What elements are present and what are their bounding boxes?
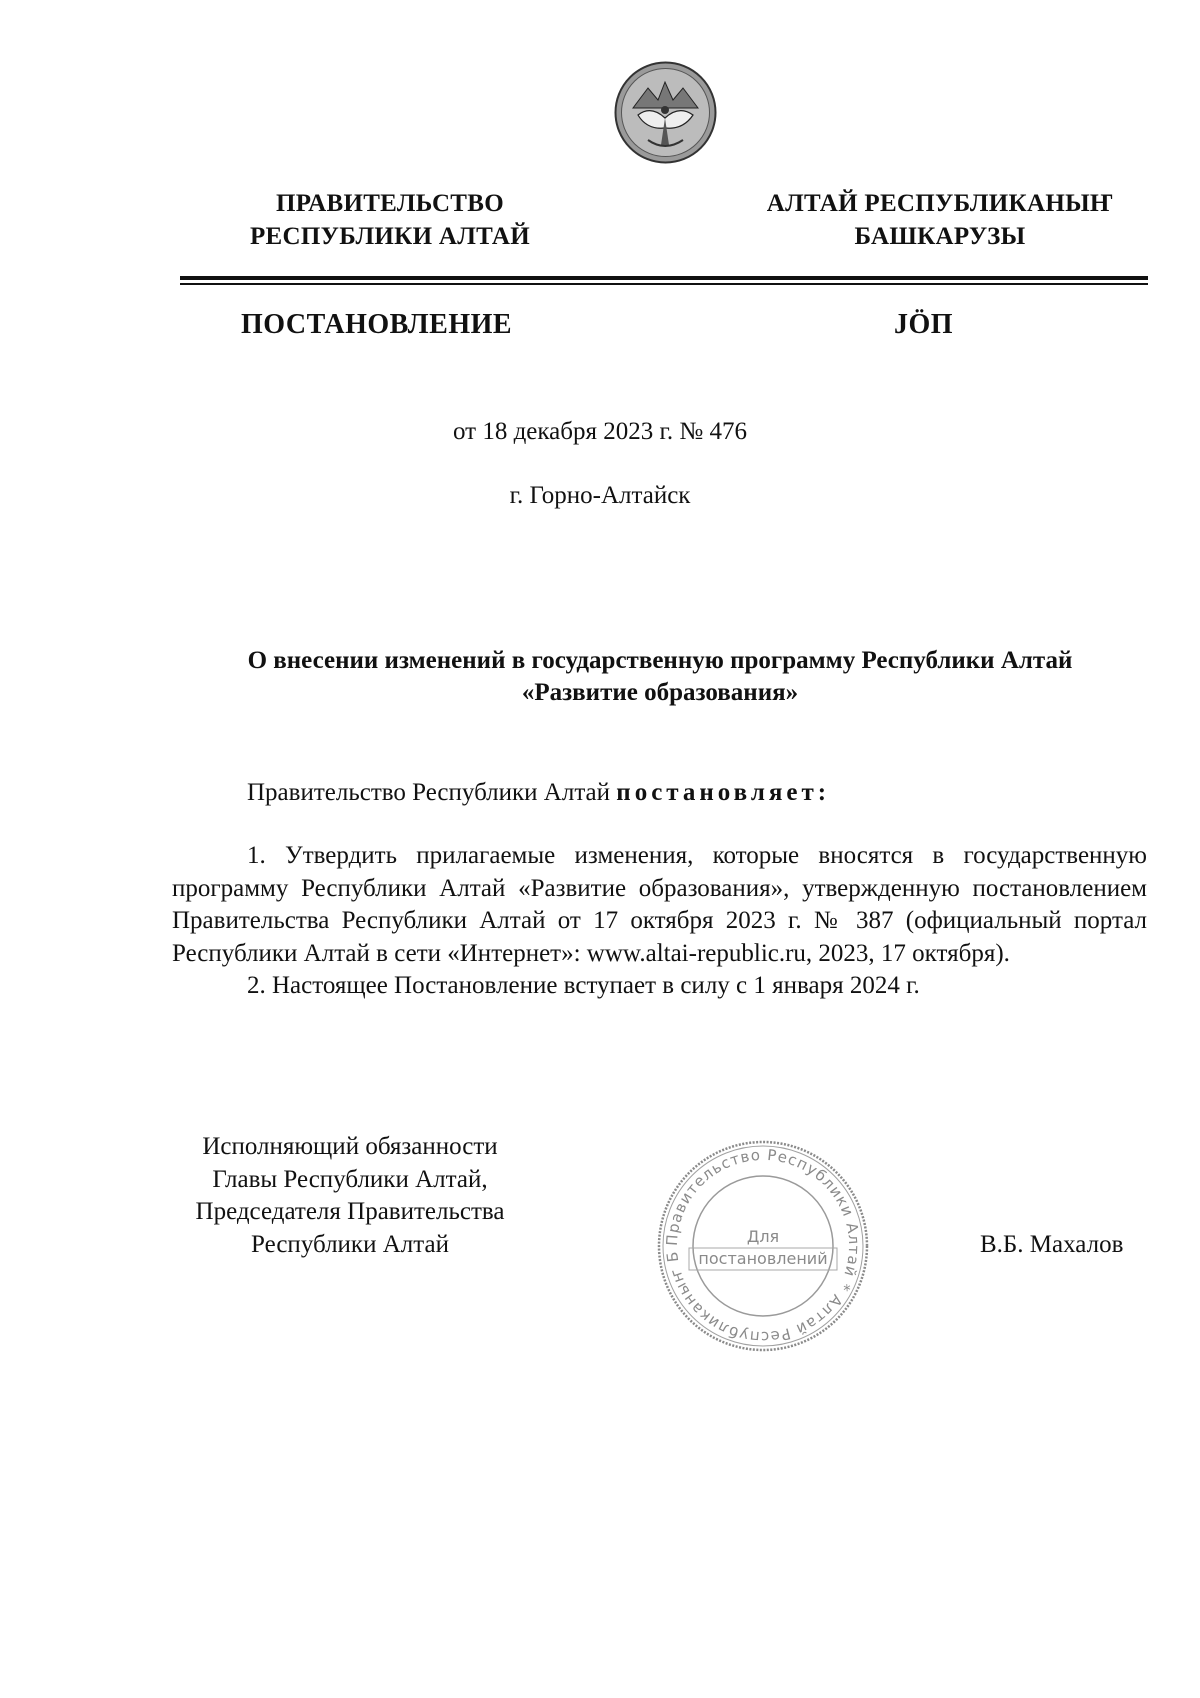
city-line: г. Горно-Алтайск xyxy=(509,482,691,509)
coat-of-arms-emblem xyxy=(613,60,718,165)
item-1: 1. Утвердить прилагаемые изменения, которые вносятся в государственную программу Республики Алтай «Развитие образования», утвержденную постановлением Правительства Республики Алтай от 17 октября 2023 г. № 387 (официальный портал Республики Алтай в сети «Интернет»: www.altai-republic.ru, 2023, 17 октября). xyxy=(172,842,1147,967)
header-right-line2: БАШКАРУЗЫ xyxy=(854,223,1026,250)
document-title xyxy=(160,645,1160,709)
seal-icon xyxy=(655,1138,871,1354)
header-left-line1: ПРАВИТЕЛЬСТВО xyxy=(276,190,504,217)
position-line4: Республики Алтай xyxy=(251,1230,449,1258)
signatory-name: В.Б. Махалов xyxy=(980,1231,1124,1258)
header-divider-thin xyxy=(180,283,1148,285)
date-number-line: от 18 декабря 2023 г. № 476 xyxy=(452,418,748,445)
position-line2: Главы Республики Алтай, xyxy=(212,1165,488,1193)
item-2: 2. Настоящее Постановление вступает в силу с 1 января 2024 г. xyxy=(247,972,920,999)
official-seal-stamp xyxy=(655,1138,871,1354)
government-name-russian xyxy=(225,187,555,253)
title-line1: О внесении изменений в государственную программу Республики Алтай xyxy=(247,647,1073,674)
seal-ring-text: Правительство Республики Алтай * Алтай Республиканыҥ Б xyxy=(662,1145,864,1347)
position-line3: Председателя Правительства xyxy=(195,1198,505,1225)
signatory-position xyxy=(160,1131,540,1261)
title-line2: «Развитие образования» xyxy=(521,679,799,706)
header-right-line1: АЛТАЙ РЕСПУБЛИКАНЫҤ xyxy=(766,190,1114,217)
seal-center-line2: постановлений xyxy=(698,1249,828,1268)
doc-type-russian: ПОСТАНОВЛЕНИЕ xyxy=(241,309,513,340)
government-name-altai xyxy=(730,187,1150,253)
header-left-line2: РЕСПУБЛИКИ АЛТАЙ xyxy=(249,223,530,250)
intro-emphasis: постановляет: xyxy=(616,779,831,806)
doc-type-altai: JÖП xyxy=(894,309,954,340)
seal-center-line1: Для xyxy=(746,1227,780,1246)
emblem-icon xyxy=(613,60,718,165)
position-line1: Исполняющий обязанности xyxy=(202,1133,498,1160)
intro-text: Правительство Республики Алтай xyxy=(247,779,617,806)
resolution-intro xyxy=(247,777,1147,810)
header-divider-thick xyxy=(180,276,1148,280)
resolution-body xyxy=(172,840,1147,1003)
